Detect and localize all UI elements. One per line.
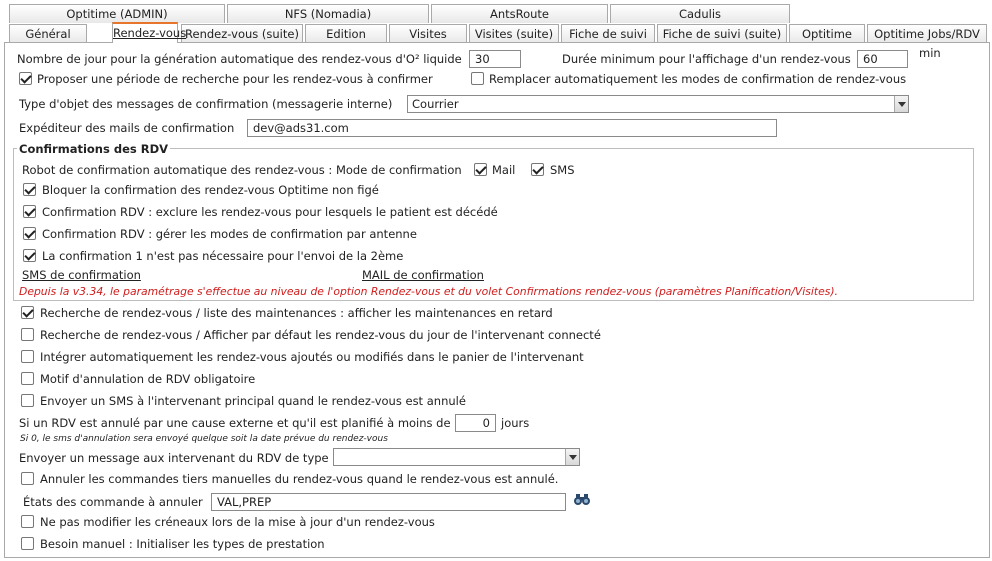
type-objet-value: Courrier [412, 97, 459, 111]
robot-label: Robot de confirmation automatique des rendez-vous : Mode de confirmation [22, 163, 462, 177]
tab-label: Visites [409, 27, 447, 41]
conf1-checkbox[interactable] [23, 249, 36, 262]
tab-fiche-de-suivi[interactable] [561, 24, 655, 43]
annule-cause-label: Si un RDV est annulé par une cause externe et qu'il est planifié à moins de [19, 416, 451, 430]
tab-cadulis[interactable] [610, 4, 790, 23]
tab-label: AntsRoute [489, 7, 550, 21]
annuler-commandes-label: Annuler les commandes tiers manuelles du rendez-vous quand le rendez-vous est annulé. [40, 472, 559, 486]
expediteur-label: Expéditeur des mails de confirmation [19, 121, 235, 135]
afficher-defaut-checkbox[interactable] [21, 328, 34, 341]
etats-label: États des commande à annuler [23, 495, 203, 509]
tab-optitime[interactable] [789, 24, 865, 43]
tab-visites-suite[interactable] [469, 24, 559, 43]
binoculars-icon-svg [573, 492, 591, 506]
tab-label: Fiche de suivi [569, 27, 647, 41]
chevron-down-icon[interactable] [894, 96, 908, 112]
tab-rendez-vous[interactable] [112, 22, 187, 43]
conf1-label: La confirmation 1 n'est pas nécessaire pour l'envoi de la 2ème [42, 249, 404, 263]
nb-jours-input[interactable]: 30 [469, 50, 521, 68]
confirmations-group-title: Confirmations des RDV [19, 142, 169, 156]
proposer-label: Proposer une période de recherche pour les rendez-vous à confirmer [37, 72, 433, 86]
tab-label: Visites (suite) [474, 27, 554, 41]
motif-label: Motif d'annulation de RDV obligatoire [40, 372, 256, 386]
annuler-commandes-checkbox[interactable] [21, 472, 34, 485]
integrer-checkbox[interactable] [21, 350, 34, 363]
envoyer-sms-checkbox[interactable] [21, 394, 34, 407]
etats-input[interactable]: VAL,PREP [211, 493, 566, 511]
expediteur-input[interactable]: dev@ads31.com [247, 119, 777, 137]
mail-checkbox[interactable] [474, 163, 487, 176]
type-objet-select[interactable] [407, 95, 909, 113]
annule-note: Si 0, le sms d'annulation sera envoyé quelque soit la date prévue du rendez-vous [20, 434, 388, 444]
tab-label: Edition [326, 27, 366, 41]
tab-optitime-jobs-rdv[interactable] [867, 24, 987, 43]
exclure-label: Confirmation RDV : exclure les rendez-vous pour lesquels le patient est décédé [42, 205, 498, 219]
tab-general[interactable] [9, 24, 87, 43]
sms-label: SMS [550, 163, 575, 177]
annule-cause-unit: jours [501, 416, 530, 430]
chevron-down-icon[interactable] [565, 449, 579, 465]
tab-label: NFS (Nomadia) [284, 7, 372, 21]
integrer-label: Intégrer automatiquement les rendez-vous ajoutés ou modifiés dans le panier de l'intervenant [40, 350, 584, 364]
tab-label: Optitime [801, 27, 853, 41]
tab-nfs-nomadia[interactable] [227, 4, 429, 23]
ne-pas-modifier-label: Ne pas modifier les créneaux lors de la mise à jour d'un rendez-vous [40, 515, 435, 529]
remplacer-checkbox[interactable] [471, 72, 484, 85]
duree-input[interactable]: 60 [857, 50, 908, 68]
maintenances-label: Recherche de rendez-vous / liste des maintenances : afficher les maintenances en retard [40, 306, 553, 320]
tab-label: Fiche de suivi (suite) [662, 27, 782, 41]
ne-pas-modifier-checkbox[interactable] [21, 515, 34, 528]
tab-antsroute[interactable] [431, 4, 608, 23]
bloquer-label: Bloquer la confirmation des rendez-vous Optitime non figé [42, 183, 379, 197]
envoyer-message-select[interactable] [333, 448, 580, 466]
tab-visites[interactable] [389, 24, 467, 43]
binoculars-icon[interactable] [573, 492, 591, 509]
nb-jours-label: Nombre de jour pour la génération automatique des rendez-vous d'O² liquide [17, 52, 462, 66]
tab-optitime-admin[interactable] [9, 4, 225, 23]
tab-label: Cadulis [678, 7, 722, 21]
duree-unit: min [919, 46, 941, 60]
mail-confirmation-link[interactable]: MAIL de confirmation [362, 268, 484, 282]
mail-label: Mail [492, 163, 516, 177]
tab-label: Général [25, 27, 71, 41]
maintenances-checkbox[interactable] [21, 306, 34, 319]
envoyer-sms-label: Envoyer un SMS à l'intervenant principal quand le rendez-vous est annulé [40, 394, 466, 408]
besoin-checkbox[interactable] [21, 537, 34, 550]
tab-edition[interactable] [305, 24, 387, 43]
motif-checkbox[interactable] [21, 372, 34, 385]
tab-label: Rendez-vous [113, 26, 187, 40]
type-objet-label: Type d'objet des messages de confirmation (messagerie interne) [19, 97, 393, 111]
gerer-checkbox[interactable] [23, 227, 36, 240]
gerer-label: Confirmation RDV : gérer les modes de confirmation par antenne [42, 227, 417, 241]
besoin-label: Besoin manuel : Initialiser les types de prestation [40, 537, 325, 551]
annule-cause-input[interactable]: 0 [455, 414, 496, 432]
sms-confirmation-link[interactable]: SMS de confirmation [22, 268, 141, 282]
sms-checkbox[interactable] [531, 163, 544, 176]
afficher-defaut-label: Recherche de rendez-vous / Afficher par défaut les rendez-vous du jour de l'intervenant connecté [40, 328, 601, 342]
envoyer-message-label: Envoyer un message aux intervenant du RDV de type [19, 451, 329, 465]
duree-label: Durée minimum pour l'affichage d'un rendez-vous [562, 52, 851, 66]
proposer-checkbox[interactable] [19, 72, 32, 85]
tab-rendez-vous-suite[interactable] [181, 24, 303, 43]
tab-label: Optitime (ADMIN) [66, 7, 168, 21]
exclure-checkbox[interactable] [23, 205, 36, 218]
tab-label: Optitime Jobs/RDV [874, 27, 980, 41]
bloquer-checkbox[interactable] [23, 183, 36, 196]
confirmations-note: Depuis la v3.34, le paramétrage s'effectue au niveau de l'option Rendez-vous et du volet Confirmations rendez-vous (paramètres Planification/Visites). [19, 285, 838, 298]
tab-label: Rendez-vous (suite) [185, 27, 299, 41]
remplacer-label: Remplacer automatiquement les modes de confirmation de rendez-vous [489, 72, 907, 86]
tab-fiche-de-suivi-suite[interactable] [657, 24, 787, 43]
